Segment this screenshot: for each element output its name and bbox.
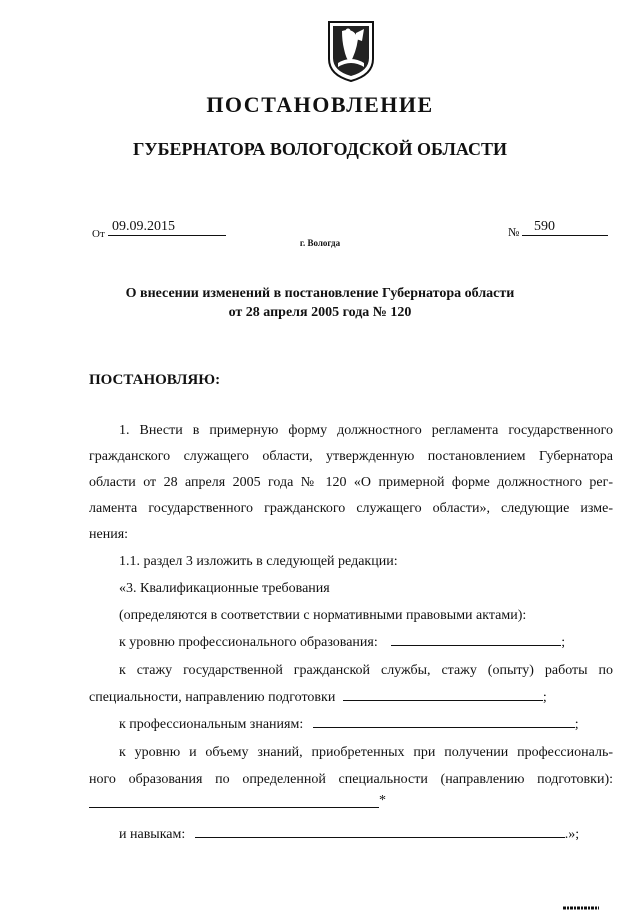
body-line-9-text: к уровню профессионального образования:	[119, 635, 378, 650]
body-line-9	[119, 630, 640, 656]
body-line-2: гражданского служащего области, утвержденную постановлением Губернатора	[89, 449, 613, 464]
body-line-10: к стажу государственной гражданской службы, стажу (опыту) работы по	[119, 663, 613, 678]
education-blank-line	[391, 633, 561, 646]
body-line-1: 1. Внести в примерную форму должностного регламента государственного	[119, 423, 613, 438]
resolve-heading: ПОСТАНОВЛЯЮ:	[89, 372, 221, 388]
document-body	[89, 418, 613, 848]
coat-of-arms-emblem	[326, 19, 376, 83]
body-line-12	[119, 712, 640, 738]
body-line-6: 1.1. раздел 3 изложить в следующей редакции:	[119, 554, 398, 569]
education-level-blank-line	[89, 795, 379, 808]
body-line-11	[89, 685, 613, 711]
body-line-4: ламента государственного гражданского служащего области», следующие изме-	[89, 501, 613, 516]
body-line-11-text: специальности, направлению подготовки	[89, 690, 336, 705]
document-number: 590	[522, 219, 608, 236]
body-line-3: области от 28 апреля 2005 года № 120 «О примерной форме должностного рег-	[89, 475, 613, 490]
body-line-7: «3. Квалификационные требования	[119, 581, 330, 596]
skills-blank-line	[195, 825, 565, 838]
body-line-16-end: .»;	[564, 827, 580, 842]
body-line-8: (определяются в соответствии с нормативными правовыми актами):	[119, 608, 527, 623]
body-line-14: ного образования по определенной специальности (направлению подготовки):	[89, 772, 613, 787]
subject-line-1: О внесении изменений в постановление Губернатора области	[125, 286, 515, 301]
body-line-16	[119, 822, 640, 848]
subject-line-2: от 28 апреля 2005 года № 120	[228, 305, 412, 320]
body-line-13: к уровню и объему знаний, приобретенных при получении профессиональ-	[119, 745, 613, 760]
document-subject	[0, 284, 640, 322]
number-prefix: №	[508, 225, 520, 239]
date-prefix: От	[92, 228, 105, 240]
document-date: 09.09.2015	[108, 219, 226, 236]
document-title: ПОСТАНОВЛЕНИЕ	[206, 92, 434, 117]
training-direction-blank-line	[343, 688, 543, 701]
body-line-12-text: к профессиональным знаниям:	[119, 717, 304, 732]
body-line-15	[89, 788, 613, 818]
body-line-9-end: ;	[561, 635, 566, 650]
city-label: г. Вологда	[299, 238, 341, 248]
document-subtitle: ГУБЕРНАТОРА ВОЛОГОДСКОЙ ОБЛАСТИ	[132, 139, 508, 159]
scan-mark	[563, 897, 599, 901]
body-line-5: нения:	[89, 527, 129, 542]
knowledge-blank-line	[313, 715, 575, 728]
body-line-11-end: ;	[542, 690, 547, 705]
body-line-16-text: и навыкам:	[119, 827, 186, 842]
body-line-12-end: ;	[574, 717, 579, 732]
footnote-asterisk: *	[379, 793, 386, 808]
